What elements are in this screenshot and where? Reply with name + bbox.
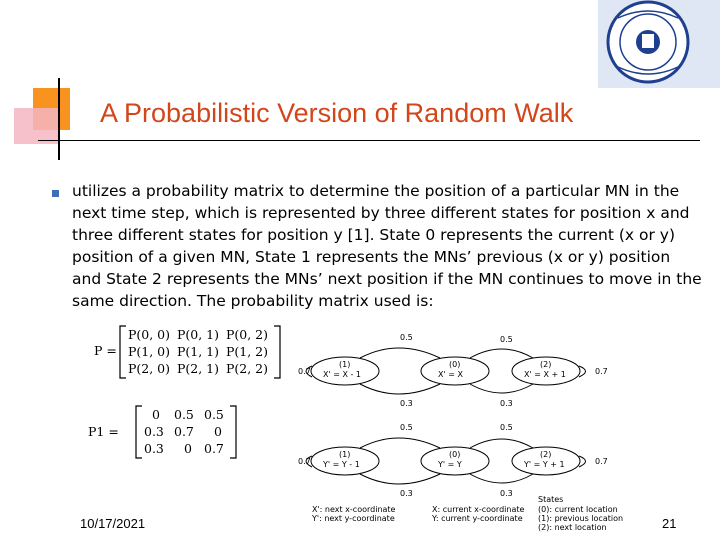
matrix-p-left-bracket bbox=[120, 326, 126, 378]
matrix-p-cell: P(0, 0) bbox=[128, 327, 171, 342]
y-top-arc-left bbox=[360, 438, 440, 448]
matrix-p1-cell: 0 bbox=[214, 424, 222, 439]
pink-accent-square bbox=[14, 108, 58, 144]
y-bottom-prob-right: 0.3 bbox=[500, 489, 513, 498]
x-top-arc-right bbox=[470, 349, 533, 358]
y-chain-labels bbox=[298, 423, 608, 498]
y-state-2-id: (2) bbox=[540, 450, 552, 459]
y-bottom-arc-left bbox=[360, 474, 440, 484]
probability-matrices bbox=[80, 318, 280, 468]
x-bottom-prob-right: 0.3 bbox=[500, 399, 513, 408]
legend-item: Y': next y-coordinate bbox=[312, 514, 395, 523]
matrix-p-cell: P(0, 2) bbox=[226, 327, 269, 342]
x-state-2-id: (2) bbox=[540, 360, 552, 369]
matrix-p-cell: P(2, 0) bbox=[128, 361, 171, 376]
legend-states-title: States bbox=[538, 495, 564, 504]
y-top-prob-left: 0.5 bbox=[400, 423, 413, 432]
matrix-p1-cell: 0.3 bbox=[144, 424, 164, 439]
diagram-legend bbox=[311, 495, 623, 532]
x-top-prob-right: 0.5 bbox=[500, 335, 513, 344]
legend-state: (2): next location bbox=[538, 523, 607, 532]
y-top-prob-right: 0.5 bbox=[500, 423, 513, 432]
bullet-icon bbox=[52, 190, 59, 197]
legend-state: (0): current location bbox=[538, 505, 618, 514]
x-state-0-id: (0) bbox=[449, 360, 461, 369]
x-state-1-expr: X' = X - 1 bbox=[323, 370, 362, 379]
x-state-1-id: (1) bbox=[339, 360, 351, 369]
legend-item: X: current x-coordinate bbox=[432, 505, 525, 514]
matrix-p-right-bracket bbox=[274, 326, 280, 378]
matrix-p1-cell: 0.5 bbox=[204, 407, 224, 422]
legend-item: X': next x-coordinate bbox=[312, 505, 396, 514]
y-top-arc-right bbox=[470, 439, 533, 448]
matrix-p1-right-bracket bbox=[230, 406, 236, 458]
x-bottom-arc-right bbox=[470, 384, 533, 393]
x-bottom-arc-left bbox=[360, 384, 440, 394]
x-self-prob-left: 0.7 bbox=[298, 367, 311, 376]
y-state-1-expr: Y' = Y - 1 bbox=[323, 460, 360, 469]
legend-state: (1): previous location bbox=[538, 514, 624, 523]
matrix-p-cell: P(1, 1) bbox=[177, 344, 220, 359]
y-state-0-id: (0) bbox=[449, 450, 461, 459]
y-self-prob-right: 0.7 bbox=[595, 457, 608, 466]
x-chain-labels bbox=[298, 333, 608, 408]
matrix-p-cell: P(0, 1) bbox=[177, 327, 220, 342]
matrix-p-cell: P(1, 2) bbox=[226, 344, 269, 359]
matrix-p1-cell: 0.5 bbox=[174, 407, 194, 422]
matrix-p1-left-bracket bbox=[136, 406, 142, 458]
matrix-p1-cell: 0.3 bbox=[144, 441, 164, 456]
x-self-prob-right: 0.7 bbox=[595, 367, 608, 376]
slide-title: A Probabilistic Version of Random Walk bbox=[100, 98, 574, 128]
matrix-p1-cell: 0.7 bbox=[174, 424, 194, 439]
university-logo bbox=[598, 0, 720, 88]
y-self-prob-left: 0.7 bbox=[298, 457, 311, 466]
y-state-2-expr: Y' = Y + 1 bbox=[524, 460, 565, 469]
matrix-p-cell: P(2, 1) bbox=[177, 361, 220, 376]
matrix-p1-cell: 0 bbox=[184, 441, 192, 456]
legend-item: Y: current y-coordinate bbox=[432, 514, 523, 523]
y-bottom-arc-right bbox=[470, 474, 533, 483]
matrix-p1-cell: 0 bbox=[152, 407, 160, 422]
y-bottom-prob-left: 0.3 bbox=[400, 489, 413, 498]
matrix-p1-label: P1 = bbox=[88, 424, 119, 439]
matrix-p1-cell: 0.7 bbox=[204, 441, 224, 456]
page-number: 21 bbox=[662, 516, 677, 531]
x-bottom-prob-left: 0.3 bbox=[400, 399, 413, 408]
footer-date: 10/17/2021 bbox=[80, 516, 146, 531]
y-state-1-id: (1) bbox=[339, 450, 351, 459]
vertical-accent-line bbox=[58, 78, 60, 160]
title-underline bbox=[38, 140, 700, 141]
x-state-0-expr: X' = X bbox=[438, 370, 463, 379]
matrix-p-cell: P(1, 0) bbox=[128, 344, 171, 359]
bullet-text: utilizes a probability matrix to determine the position of a particular MN in the next time step, which is represented by three different states for position x and three different states for position y [1]. State 0 represents the current (x or y) position of a given MN, State 1 represents the MNs’ previous (x or y) position and State 2 represents the MNs’ next position if the MN continues to move in the same direction. The probability matrix used is: bbox=[72, 182, 702, 310]
x-state-2-expr: X' = X + 1 bbox=[524, 370, 566, 379]
y-state-0-expr: Y' = Y bbox=[438, 460, 462, 469]
x-top-arc-left bbox=[360, 348, 440, 358]
state-transition-diagram bbox=[298, 328, 624, 533]
matrix-p-cell: P(2, 2) bbox=[226, 361, 269, 376]
matrix-p-label: P = bbox=[94, 343, 117, 358]
x-top-prob-left: 0.5 bbox=[400, 333, 413, 342]
